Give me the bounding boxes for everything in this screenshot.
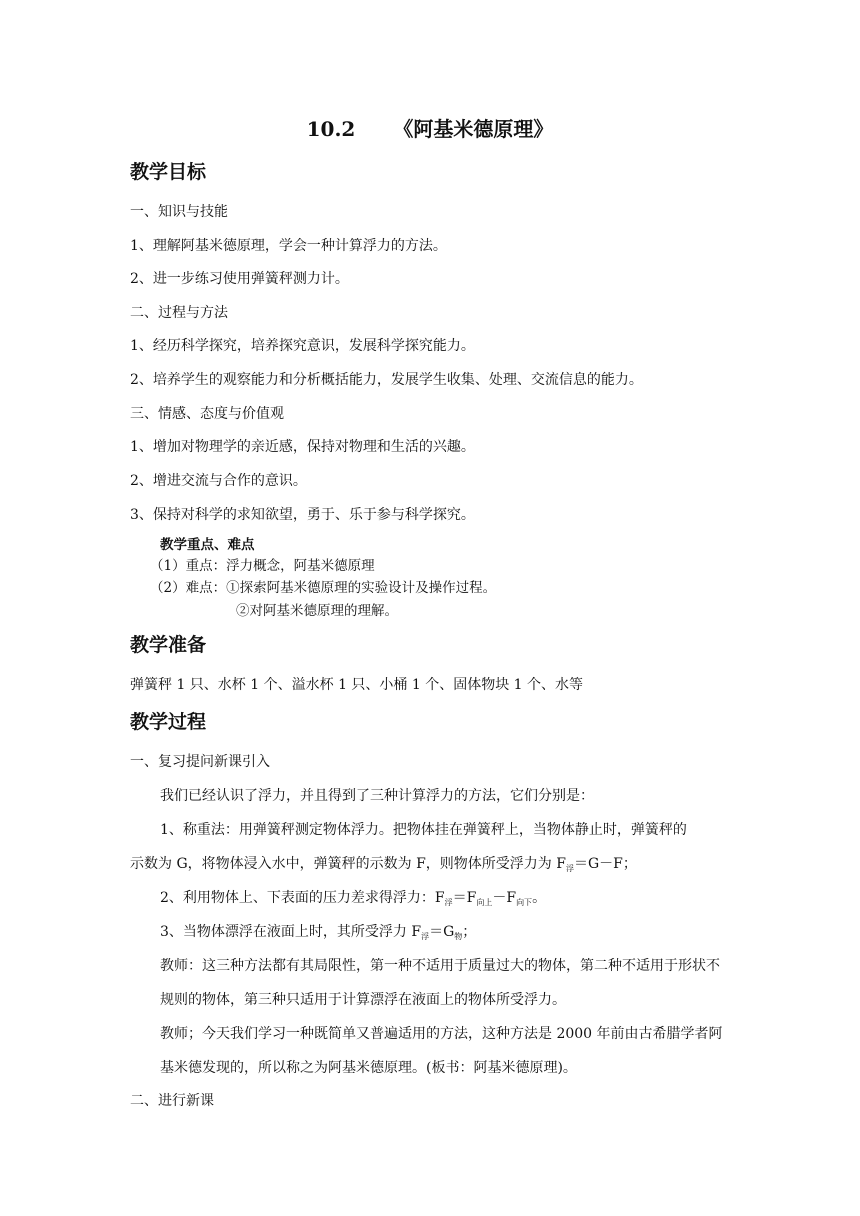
method3-line bbox=[160, 922, 476, 947]
teacher-paragraph-2 bbox=[130, 1017, 730, 1085]
teacher-text: 教师：这三种方法都有其局限性，第一种不适用于质量过大的物体，第二种不适用于形状不规则的物体，第三种只适用于计算漂浮在液面上的物体所受浮力。 bbox=[160, 958, 720, 1008]
method2-text: 2、利用物体上、下表面的压力差求得浮力：F bbox=[160, 890, 445, 906]
method1-formula: ＝G－F； bbox=[573, 856, 637, 872]
subscript: 浮 bbox=[565, 864, 574, 873]
intro-paragraph: 我们已经认识了浮力，并且得到了三种计算浮力的方法，它们分别是： bbox=[160, 788, 594, 804]
method1-line2 bbox=[130, 854, 637, 879]
keypoint-difficulty: （2）难点：①探索阿基米德原理的实验设计及操作过程。 bbox=[150, 580, 497, 596]
subscript: 浮 bbox=[421, 932, 430, 941]
title-name: 《阿基米德原理》 bbox=[393, 117, 554, 141]
heading-teaching-goals: 教学目标 bbox=[130, 161, 207, 183]
formula-part: ＝G bbox=[429, 924, 455, 940]
method3-text: 3、当物体漂浮在液面上时，其所受浮力 F bbox=[160, 924, 422, 940]
goal-item: 1、经历科学探究，培养探究意识，发展科学探究能力。 bbox=[130, 338, 475, 354]
formula-part: 。 bbox=[532, 890, 547, 906]
goal-item: 2、增进交流与合作的意识。 bbox=[130, 473, 307, 489]
subscript: 浮 bbox=[444, 898, 453, 907]
heading-teaching-prep: 教学准备 bbox=[130, 634, 207, 656]
subscript: 向上 bbox=[476, 898, 493, 907]
title-number: 10.2 bbox=[306, 117, 356, 141]
goal-item: 1、理解阿基米德原理，学会一种计算浮力的方法。 bbox=[130, 238, 447, 254]
subheading-process-method: 二、过程与方法 bbox=[130, 305, 228, 321]
formula-part: ； bbox=[462, 924, 477, 940]
heading-teaching-process: 教学过程 bbox=[130, 711, 207, 733]
teacher-paragraph-1 bbox=[130, 949, 730, 1017]
goal-item: 2、培养学生的观察能力和分析概括能力，发展学生收集、处理、交流信息的能力。 bbox=[130, 372, 643, 388]
goal-item: 3、保持对科学的求知欲望，勇于、乐于参与科学探究。 bbox=[130, 507, 475, 523]
method2-line bbox=[160, 888, 546, 913]
goal-item: 2、进一步练习使用弹簧秤测力计。 bbox=[130, 271, 349, 287]
teacher-text: 教师；今天我们学习一种既简单又普遍适用的方法，这种方法是 2000 年前由古希腊学者阿基米德发现的，所以称之为阿基米德原理。(板书：阿基米德原理)。 bbox=[160, 1026, 723, 1076]
method1-line1: 1、称重法：用弹簧秤测定物体浮力。把物体挂在弹簧秤上，当物体静止时，弹簧秤的 bbox=[160, 822, 687, 838]
prep-materials: 弹簧秤 1 只、水杯 1 个、溢水杯 1 只、小桶 1 个、固体物块 1 个、水等 bbox=[130, 677, 584, 693]
formula-part: －F bbox=[492, 890, 517, 906]
subheading-new-lesson: 二、进行新课 bbox=[130, 1093, 214, 1109]
subheading-emotion-attitude: 三、情感、态度与价值观 bbox=[130, 406, 284, 422]
keypoints-heading: 教学重点、难点 bbox=[160, 537, 255, 553]
subscript: 向下 bbox=[516, 898, 533, 907]
subheading-review-intro: 一、复习提问新课引入 bbox=[130, 754, 270, 770]
method1-text: 示数为 G，将物体浸入水中，弹簧秤的示数为 F，则物体所受浮力为 F bbox=[130, 856, 566, 872]
page-title bbox=[0, 116, 860, 142]
formula-part: ＝F bbox=[452, 890, 477, 906]
subheading-knowledge-skills: 一、知识与技能 bbox=[130, 204, 228, 220]
keypoint-focus: （1）重点：浮力概念，阿基米德原理 bbox=[150, 558, 375, 574]
subscript: 物 bbox=[454, 932, 463, 941]
keypoint-difficulty-2: ②对阿基米德原理的理解。 bbox=[236, 603, 398, 619]
goal-item: 1、增加对物理学的亲近感，保持对物理和生活的兴趣。 bbox=[130, 439, 475, 455]
